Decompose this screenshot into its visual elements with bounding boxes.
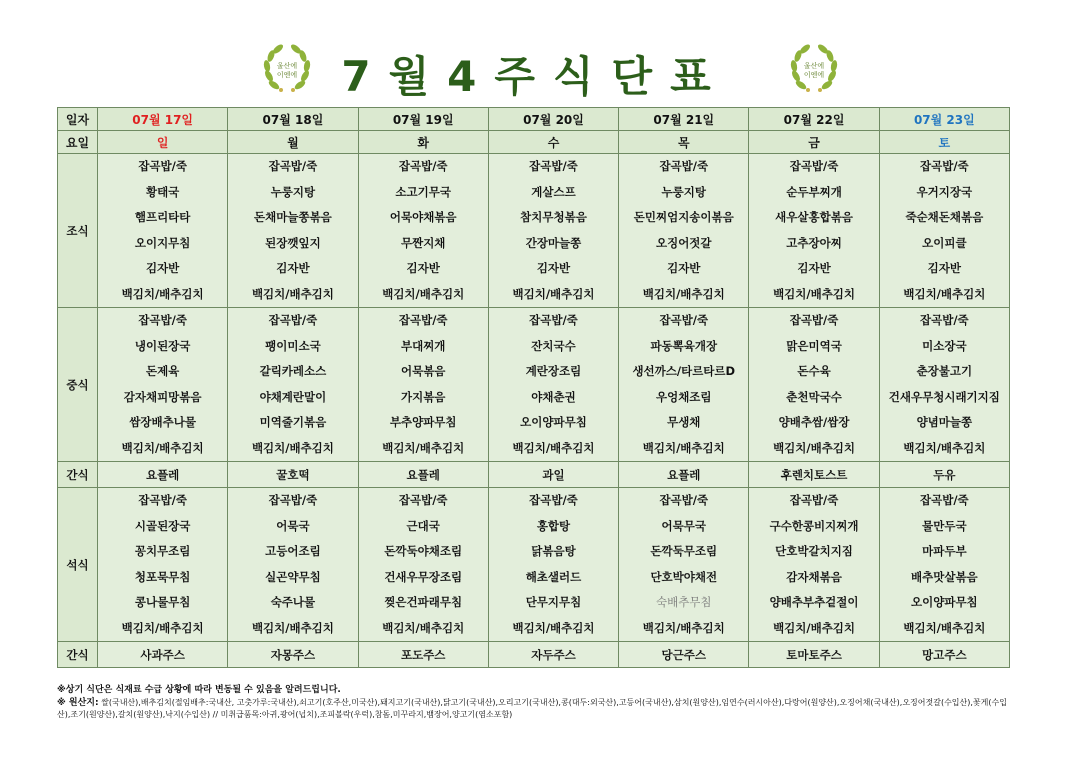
menu-item: 찢은건파래무침 xyxy=(384,595,463,609)
weekly-menu-table xyxy=(57,107,1010,668)
menu-item: 백김치/배추김치 xyxy=(642,440,725,455)
menu-item: 돈채마늘쫑볶음 xyxy=(254,210,332,224)
evening-snack-cell: 포도주스 xyxy=(358,642,488,668)
menu-item: 김자반 xyxy=(927,261,961,275)
menu-item: 백김치/배추김치 xyxy=(903,440,986,455)
menu-item: 백김치/배추김치 xyxy=(121,440,204,455)
menu-item: 쌈장배추나물 xyxy=(129,415,196,429)
snack-cell: 요플레 xyxy=(358,462,488,488)
dinner-cell xyxy=(749,488,879,642)
menu-item: 콩나물무침 xyxy=(134,595,191,609)
menu-item: 잡곡밥/죽 xyxy=(659,313,709,327)
menu-item: 백김치/배추김치 xyxy=(903,286,986,301)
menu-item: 돈수육 xyxy=(797,364,831,378)
menu-item: 잡곡밥/죽 xyxy=(138,159,187,173)
menu-item: 돈민찌엄지송이볶음 xyxy=(633,210,734,224)
menu-item: 김자반 xyxy=(797,261,831,275)
notes xyxy=(57,684,1017,721)
menu-item: 근대국 xyxy=(406,518,440,533)
menu-item: 어묵국 xyxy=(276,518,310,533)
menu-item: 새우살홍합볶음 xyxy=(775,210,853,224)
snack-cell: 요플레 xyxy=(98,462,228,488)
menu-item: 순두부찌개 xyxy=(786,184,842,199)
origin-sources xyxy=(57,697,1017,721)
weekday-cell: 월 xyxy=(228,131,358,154)
lunch-cell xyxy=(358,308,488,462)
dinner-cell xyxy=(358,488,488,642)
snack-cell: 요플레 xyxy=(619,462,749,488)
menu-item: 참치무청볶음 xyxy=(520,210,587,224)
menu-item: 숙주나물 xyxy=(270,595,316,609)
day-label: 요일 xyxy=(58,131,98,154)
menu-item: 잡곡밥/죽 xyxy=(529,493,578,507)
snack-label: 간식 xyxy=(58,462,98,488)
lunch-cell xyxy=(879,308,1009,462)
menu-item: 갈릭카레소스 xyxy=(259,364,327,378)
menu-item: 감자채볶음 xyxy=(786,569,842,584)
breakfast-cell xyxy=(488,154,618,308)
dinner-cell xyxy=(488,488,618,642)
menu-item: 게살스프 xyxy=(531,184,576,199)
menu-item: 춘장불고기 xyxy=(916,364,973,378)
menu-item: 잡곡밥/죽 xyxy=(920,313,969,327)
svg-text:이엔에: 이엔에 xyxy=(803,71,825,79)
menu-item: 오징어젓갈 xyxy=(655,235,712,250)
menu-item: 백김치/배추김치 xyxy=(773,620,856,635)
breakfast-cell xyxy=(879,154,1009,308)
menu-item: 숙배추무침 xyxy=(655,595,712,609)
weekday-row xyxy=(58,131,1010,154)
evening-snack-cell: 망고주스 xyxy=(879,642,1009,668)
weekday-cell: 일 xyxy=(98,131,228,154)
breakfast-label: 조식 xyxy=(58,154,98,308)
lunch-cell xyxy=(228,308,358,462)
menu-item: 잡곡밥/죽 xyxy=(789,493,839,507)
origin-text: 쌀(국내산),배추김치(절임배추:국내산, 고춧가루:국내산),쇠고기(호주산,미국산),돼지고기(국내산),닭고기(국내산),오리고기(국내산),콩(대두:외국산),고등어(국내산),삼치(원양산),임연수(러시아산),다랑어(원양산),오징어채(국내산),오징어젓갈(수입산),꽃게(수입산),조기(원양산),갈치(원양산),낙지(수입산) // 미취급품목:아귀,광어(넙치),조피볼락(우럭),참돔,미꾸라지,뱀장어,양고기(염소포함) xyxy=(57,698,1007,719)
menu-item: 돈깍둑무조림 xyxy=(650,544,718,558)
menu-item: 야채계란말이 xyxy=(259,389,327,404)
menu-item: 야채춘권 xyxy=(531,389,576,404)
menu-item: 파동뽁육개장 xyxy=(650,338,718,353)
menu-item: 어묵볶음 xyxy=(400,364,446,378)
menu-item: 황태국 xyxy=(145,184,180,199)
menu-item: 잡곡밥/죽 xyxy=(920,159,969,173)
wreath-logo-right xyxy=(786,42,842,98)
menu-item: 어묵야채볶음 xyxy=(389,210,457,224)
origin-label: ※ 원산지: xyxy=(57,698,99,708)
menu-item: 김자반 xyxy=(536,261,571,275)
weekday-cell: 목 xyxy=(619,131,749,154)
snack-cell: 두유 xyxy=(879,462,1009,488)
dinner-cell xyxy=(619,488,749,642)
menu-item: 양념마늘쫑 xyxy=(916,415,973,429)
menu-item: 백김치/배추김치 xyxy=(251,286,334,301)
menu-item: 무짠지채 xyxy=(400,235,446,250)
menu-item: 청포묵무침 xyxy=(134,569,191,584)
svg-text:울산에: 울산에 xyxy=(276,62,298,70)
menu-item: 백김치/배추김치 xyxy=(642,620,725,635)
menu-item: 백김치/배추김치 xyxy=(121,286,204,301)
lunch-cell xyxy=(619,308,749,462)
menu-item: 단호박갈치지짐 xyxy=(775,544,853,558)
menu-item: 오이양파무침 xyxy=(911,595,978,609)
dinner-row xyxy=(58,488,1010,642)
menu-item: 백김치/배추김치 xyxy=(382,286,465,301)
evening-snack-cell: 당근주스 xyxy=(619,642,749,668)
menu-item: 죽순채돈채볶음 xyxy=(905,210,984,224)
menu-item: 누룽지탕 xyxy=(270,184,316,199)
menu-item: 고등어조림 xyxy=(265,544,321,558)
evening-snack-cell: 사과주스 xyxy=(98,642,228,668)
weekday-cell: 토 xyxy=(879,131,1009,154)
evening-snack-cell: 토마토주스 xyxy=(749,642,879,668)
menu-item: 김자반 xyxy=(276,261,310,275)
menu-item: 무생채 xyxy=(667,415,701,429)
menu-item: 잡곡밥/죽 xyxy=(268,313,318,327)
menu-item: 배추맛살볶음 xyxy=(911,569,978,584)
menu-item: 돈제육 xyxy=(145,364,180,378)
menu-item: 춘천막국수 xyxy=(786,389,842,404)
weekday-cell: 금 xyxy=(749,131,879,154)
dinner-cell xyxy=(228,488,358,642)
menu-item: 부대찌개 xyxy=(400,338,446,353)
menu-item: 단호박야채전 xyxy=(650,569,718,584)
date-cell: 07월 18일 xyxy=(228,108,358,131)
menu-item: 백김치/배추김치 xyxy=(773,440,856,455)
menu-item: 꽁치무조림 xyxy=(134,544,191,558)
menu-item: 김자반 xyxy=(667,261,701,275)
menu-item: 생선까스/타르타르D xyxy=(632,364,736,378)
menu-item: 백김치/배추김치 xyxy=(382,440,465,455)
menu-item: 백김치/배추김치 xyxy=(251,440,334,455)
header xyxy=(0,38,1070,104)
menu-item: 양배추부추겉절이 xyxy=(769,595,859,609)
menu-item: 건새우무청시래기지짐 xyxy=(888,389,1000,404)
dinner-cell xyxy=(879,488,1009,642)
snack-cell: 후렌치토스트 xyxy=(749,462,879,488)
menu-item: 맑은미역국 xyxy=(786,338,842,353)
lunch-label: 중식 xyxy=(58,308,98,462)
date-cell: 07월 23일 xyxy=(879,108,1009,131)
menu-item: 구수한콩비지찌개 xyxy=(769,518,859,533)
menu-item: 백김치/배추김치 xyxy=(512,286,595,301)
snack-cell: 과일 xyxy=(488,462,618,488)
menu-item: 미소장국 xyxy=(922,338,967,353)
breakfast-cell xyxy=(749,154,879,308)
date-cell: 07월 19일 xyxy=(358,108,488,131)
svg-text:울산에: 울산에 xyxy=(803,62,825,70)
menu-item: 잡곡밥/죽 xyxy=(789,159,839,173)
menu-item: 소고기무국 xyxy=(395,184,451,199)
menu-item: 팽이미소국 xyxy=(265,338,321,353)
menu-item: 잔치국수 xyxy=(531,338,576,353)
breakfast-cell xyxy=(619,154,749,308)
breakfast-cell xyxy=(358,154,488,308)
evening-snack-cell: 자몽주스 xyxy=(228,642,358,668)
menu-item: 백김치/배추김치 xyxy=(903,620,986,635)
menu-item: 시골된장국 xyxy=(134,518,191,533)
menu-item: 잡곡밥/죽 xyxy=(138,313,187,327)
menu-item: 간장마늘쫑 xyxy=(525,235,582,250)
menu-item: 김자반 xyxy=(145,261,180,275)
menu-item: 잡곡밥/죽 xyxy=(138,493,187,507)
dinner-cell xyxy=(98,488,228,642)
menu-item: 백김치/배추김치 xyxy=(121,620,204,635)
weekday-cell: 수 xyxy=(488,131,618,154)
menu-item: 우엉채조림 xyxy=(655,389,712,404)
menu-item: 백김치/배추김치 xyxy=(251,620,334,635)
lunch-cell xyxy=(98,308,228,462)
breakfast-cell xyxy=(228,154,358,308)
date-cell: 07월 21일 xyxy=(619,108,749,131)
menu-item: 실곤약무침 xyxy=(265,569,321,584)
date-cell: 07월 17일 xyxy=(98,108,228,131)
page-title: 7월4주식단표 xyxy=(341,52,729,101)
menu-item: 잡곡밥/죽 xyxy=(398,493,448,507)
menu-item: 김자반 xyxy=(406,261,440,275)
dinner-label: 석식 xyxy=(58,488,98,642)
menu-item: 냉이된장국 xyxy=(134,338,191,353)
lunch-cell xyxy=(749,308,879,462)
menu-item: 잡곡밥/죽 xyxy=(398,159,448,173)
menu-item: 된장깻잎지 xyxy=(265,235,321,250)
menu-item: 부추양파무침 xyxy=(389,415,457,429)
menu-item: 미역줄기볶음 xyxy=(259,415,327,429)
menu-item: 양배추쌈/쌈장 xyxy=(778,415,850,429)
menu-item: 백김치/배추김치 xyxy=(512,440,595,455)
menu-item: 잡곡밥/죽 xyxy=(529,159,578,173)
menu-item: 백김치/배추김치 xyxy=(642,286,725,301)
menu-item: 우거지장국 xyxy=(916,184,973,199)
menu-item: 계란장조림 xyxy=(525,364,582,378)
lunch-cell xyxy=(488,308,618,462)
menu-item: 닭볶음탕 xyxy=(531,544,576,558)
menu-item: 잡곡밥/죽 xyxy=(659,159,709,173)
snack-cell: 꿀호떡 xyxy=(228,462,358,488)
menu-item: 잡곡밥/죽 xyxy=(659,493,709,507)
breakfast-cell xyxy=(98,154,228,308)
menu-item: 감자채피망볶음 xyxy=(123,389,202,404)
menu-item: 잡곡밥/죽 xyxy=(789,313,839,327)
menu-item: 백김치/배추김치 xyxy=(382,620,465,635)
menu-item: 잡곡밥/죽 xyxy=(398,313,448,327)
menu-item: 가지볶음 xyxy=(400,389,446,404)
date-label: 일자 xyxy=(58,108,98,131)
evening-snack-label: 간식 xyxy=(58,642,98,668)
menu-item: 누룽지탕 xyxy=(661,184,706,199)
notice-line: ※상기 식단은 식재료 수급 상황에 따라 변동될 수 있음을 알려드립니다. xyxy=(57,685,341,695)
evening-snack-cell: 자두주스 xyxy=(488,642,618,668)
menu-item: 오이양파무침 xyxy=(520,415,587,429)
menu-item: 해초샐러드 xyxy=(525,569,582,584)
date-cell: 07월 20일 xyxy=(488,108,618,131)
evening-snack-row xyxy=(58,642,1010,668)
menu-item: 단무지무침 xyxy=(525,595,582,609)
menu-item: 잡곡밥/죽 xyxy=(268,493,318,507)
menu-item: 햄프리타타 xyxy=(134,210,191,224)
menu-item: 백김치/배추김치 xyxy=(773,286,856,301)
menu-item: 마파두부 xyxy=(922,544,967,558)
date-cell: 07월 22일 xyxy=(749,108,879,131)
breakfast-row xyxy=(58,154,1010,308)
lunch-row xyxy=(58,308,1010,462)
snack-row xyxy=(58,462,1010,488)
menu-item: 물만두국 xyxy=(922,518,967,533)
weekday-cell: 화 xyxy=(358,131,488,154)
menu-item: 잡곡밥/죽 xyxy=(268,159,318,173)
menu-item: 오이피클 xyxy=(922,235,967,250)
menu-item: 건새우무장조림 xyxy=(384,569,463,584)
menu-item: 고추장아찌 xyxy=(786,235,842,250)
menu-item: 홍합탕 xyxy=(536,518,571,533)
date-row xyxy=(58,108,1010,131)
menu-item: 오이지무침 xyxy=(134,235,191,250)
menu-item: 돈깍둑야채조림 xyxy=(384,544,463,558)
menu-item: 백김치/배추김치 xyxy=(512,620,595,635)
menu-item: 잡곡밥/죽 xyxy=(920,493,969,507)
menu-item: 어묵무국 xyxy=(661,518,706,533)
menu-item: 잡곡밥/죽 xyxy=(529,313,578,327)
svg-text:이엔에: 이엔에 xyxy=(276,71,298,79)
